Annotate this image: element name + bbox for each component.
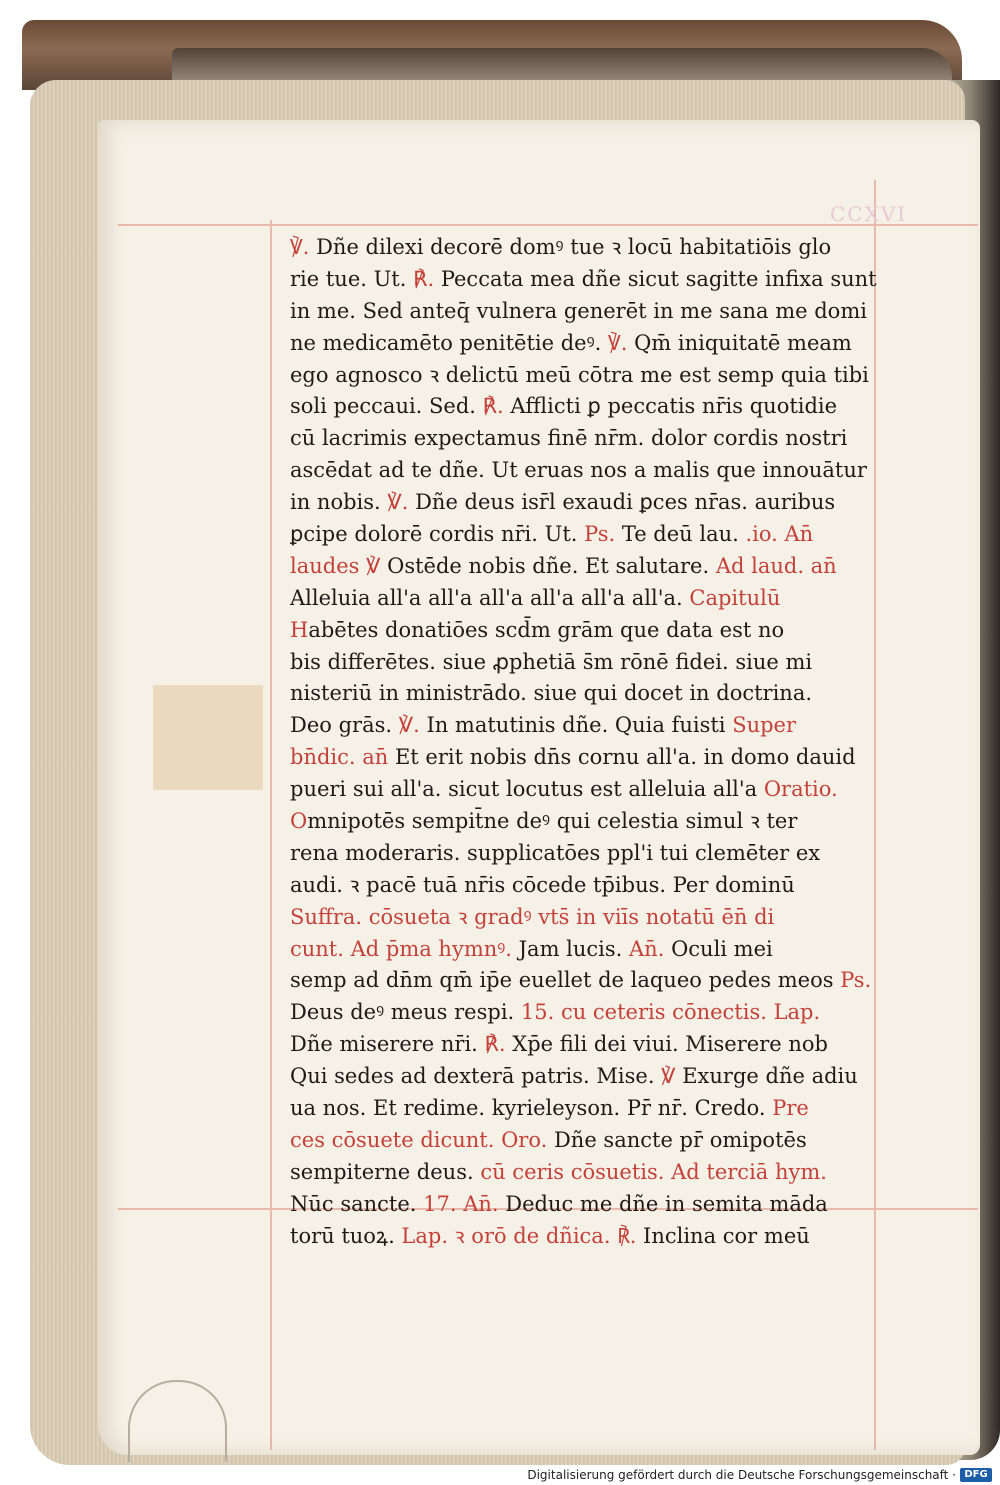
body-text: Te deū lau.: [621, 522, 746, 547]
body-text: soli peccaui. Sed.: [290, 394, 483, 419]
rubric-text: H: [290, 617, 309, 642]
body-text: ꝑcipe dolorē cordis nr̄i. Ut.: [290, 522, 585, 547]
rubric-text: ℟.: [484, 1032, 513, 1057]
rubric-text: cū ceris cōsuetis. Ad terciā hym.: [480, 1159, 827, 1184]
body-text: Inclina cor meū: [643, 1223, 810, 1248]
body-text: ua nos. Et redime. kyrieleyson. Pr̄ nr̄. Credo.: [290, 1096, 773, 1121]
body-text: ne medicamēto penitētie deꝰ.: [290, 330, 608, 355]
body-text: mnipotēs sempit̄ne deꝰ qui celestia simul ꝛ ter: [307, 809, 798, 834]
rubric-text: Ps.: [840, 968, 872, 993]
body-text: nisteriū in ministrādo. siue qui docet in doctrina.: [290, 681, 813, 706]
footer-credit: Digitalisierung gefördert durch die Deutsche Forschungsgemeinschaft ·: [527, 1468, 956, 1482]
rubric-text: Suffra. cōsueta ꝛ gradꝰ vts̄ in viīs notatū ēn̄ di: [290, 904, 775, 929]
text-line: [290, 360, 880, 392]
body-text: In matutinis dñe. Quia fuisti: [426, 713, 733, 738]
rubric-text: ℣: [661, 1064, 683, 1089]
text-line: [290, 774, 880, 806]
body-text: abētes donatiōes scd̄m grām que data est no: [308, 617, 785, 642]
text-line: [290, 551, 880, 583]
body-text: Deus deꝰ meus respi.: [290, 1000, 521, 1025]
rubric-text: ℟.: [482, 394, 511, 419]
text-line: [290, 997, 880, 1029]
text-line: [290, 423, 880, 455]
rubric-text: Pre: [772, 1096, 809, 1121]
text-line: [290, 583, 880, 615]
body-text: Deduc me dñe in semita māda: [505, 1191, 828, 1216]
body-text: sempiterne deus.: [290, 1159, 481, 1184]
rubric-text: ℣.: [387, 490, 416, 515]
body-text: torū tuoꝝ.: [290, 1223, 402, 1248]
body-text: Dñe sancte pr̄ omipotēs: [553, 1127, 807, 1152]
printed-text-block: [290, 232, 880, 1253]
rubric-text: ℟.: [413, 266, 441, 291]
text-line: [290, 264, 880, 296]
rubric-text: Super: [732, 713, 797, 738]
body-text: cū lacrimis expectamus finē nr̄m. dolor cordis nostri: [290, 426, 848, 451]
text-line: [290, 838, 880, 870]
thumb-shadow: [128, 1380, 227, 1462]
body-text: Dñe deus isr̄l exaudi ꝑces nr̄as. auribus: [415, 490, 836, 515]
text-line: [290, 487, 880, 519]
text-line: [290, 806, 880, 838]
text-line: [290, 1221, 880, 1253]
rubric-text: bn̄dic. an̄: [290, 745, 395, 770]
body-text: Ostēde nobis dñe. Et salutare.: [387, 553, 716, 578]
body-text: Et erit nobis dn̄s cornu all'a. in domo dauid: [394, 745, 856, 770]
text-line: [290, 1029, 880, 1061]
margin-rule-left: [270, 220, 272, 1450]
text-line: [290, 391, 880, 423]
body-text: rena moderaris. supplicatōes ppl'i tui clemēter ex: [290, 840, 821, 865]
text-line: [290, 1125, 880, 1157]
body-text: Jam lucis.: [518, 936, 630, 961]
footer-bar: [0, 1465, 1000, 1485]
body-text: Alleluia all'a all'a all'a all'a all'a all'a.: [290, 585, 690, 610]
body-text: Afflicti ꝑ peccatis nr̄is quotidie: [510, 394, 838, 419]
body-text: Qui sedes ad dexterā patris. Mise.: [290, 1064, 662, 1089]
text-line: [290, 615, 880, 647]
rubric-text: Ps.: [584, 522, 622, 547]
text-line: [290, 965, 880, 997]
text-line: [290, 1189, 880, 1221]
body-text: ego agnosco ꝛ delictū meū cōtra me est semp quia tibi: [290, 362, 869, 387]
rubric-text: O: [290, 809, 308, 834]
rubric-text: .io. An̄: [745, 522, 814, 547]
paper-repair-patch: [153, 685, 263, 790]
dfg-logo-icon: DFG: [960, 1468, 992, 1482]
rubric-text: 17. An̄.: [423, 1191, 506, 1216]
body-text: Xp̄e fili dei viui. Miserere nob: [512, 1032, 828, 1057]
text-line: [290, 328, 880, 360]
body-text: Peccata mea dñe sicut sagitte infixa sunt: [440, 266, 877, 291]
body-text: Qm̄ iniquitatē meam: [634, 330, 852, 355]
text-line: [290, 870, 880, 902]
body-text: bis differētes. siue ꝓphetiā s̄m rōnē fidei. siue mi: [290, 649, 813, 674]
text-line: [290, 742, 880, 774]
text-line: [290, 455, 880, 487]
folio-number: CCXVI: [830, 202, 908, 226]
rubric-text: 15. cu ceteris cōnectis. Lap.: [520, 1000, 821, 1025]
body-text: Exurge dñe adiu: [682, 1064, 858, 1089]
text-line: [290, 710, 880, 742]
text-line: [290, 296, 880, 328]
text-line: [290, 902, 880, 934]
body-text: Dñe dilexi decorē domꝰ tue ꝛ locū habitatiōis glo: [316, 235, 832, 259]
rubric-text: ℣.: [290, 235, 317, 259]
rubric-text: ℣.: [398, 713, 427, 738]
text-line: [290, 678, 880, 710]
text-line: [290, 232, 880, 264]
rubric-text: cunt. Ad p̄ma hymnꝰ.: [290, 936, 519, 961]
body-text: semp ad dn̄m qm̄ ip̄e euellet de laqueo pedes meos: [290, 968, 841, 993]
body-text: in nobis.: [290, 490, 388, 515]
body-text: ascēdat ad te dñe. Ut eruas nos a malis que innouātur: [290, 458, 867, 483]
text-line: [290, 1157, 880, 1189]
rubric-text: Ad laud. an̄: [715, 553, 837, 578]
body-text: rie tue. Ut.: [290, 266, 414, 291]
text-line: [290, 519, 880, 551]
text-line: [290, 934, 880, 966]
body-text: Deo grās.: [290, 713, 399, 738]
text-line: [290, 1061, 880, 1093]
rubric-text: ces cōsuete dicunt. Oro.: [290, 1127, 554, 1152]
body-text: Nūc sancte.: [290, 1191, 424, 1216]
body-text: in me. Sed anteq̄ vulnera generēt in me sana me domi: [290, 298, 867, 323]
body-text: Oculi mei: [671, 936, 773, 961]
rubric-text: Lap. ꝛ orō de dñica.: [401, 1223, 618, 1248]
body-text: Dñe miserere nr̄i.: [290, 1032, 485, 1057]
rubric-text: Capitulū: [689, 585, 781, 610]
rubric-text: laudes ℣: [290, 553, 388, 578]
text-line: [290, 647, 880, 679]
body-text: audi. ꝛ pacē tuā nr̄is cōcede tp̄ibus. Per dominū: [290, 872, 795, 897]
body-text: pueri sui all'a. sicut locutus est alleluia all'a: [290, 777, 764, 802]
rubric-text: ℣.: [608, 330, 635, 355]
rubric-text: ℟.: [617, 1223, 644, 1248]
rubric-text: An̄.: [629, 936, 672, 961]
text-line: [290, 1093, 880, 1125]
rubric-text: Oratio.: [763, 777, 838, 802]
